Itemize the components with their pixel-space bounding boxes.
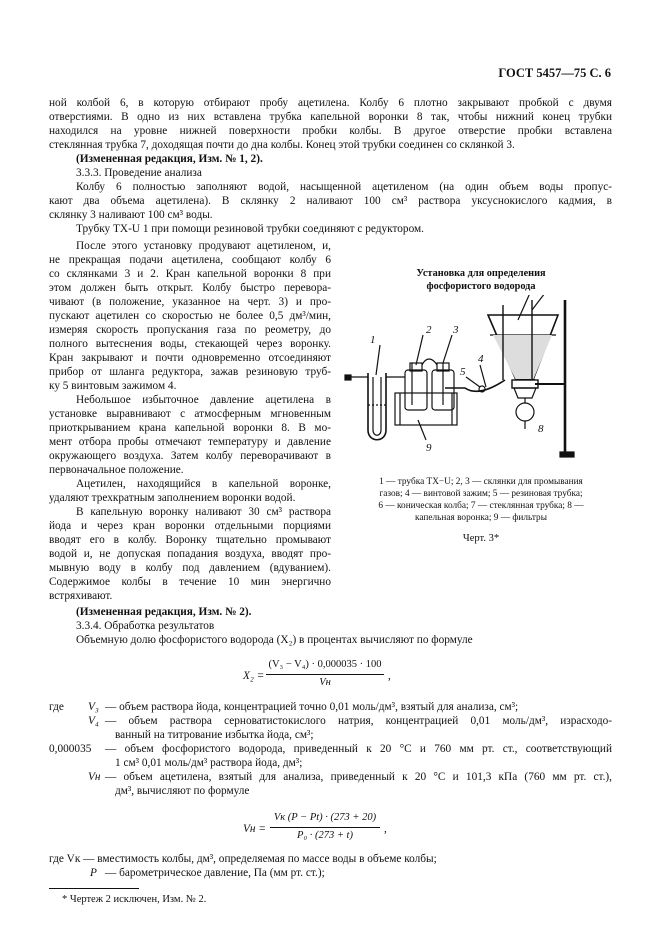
- text-line: После этого установку продувают ацетиленом, и,: [76, 240, 331, 252]
- section-heading: 3.3.3. Проведение анализа: [76, 167, 202, 179]
- text-line: установке выравнивают с атмосферным мгновенным: [49, 408, 331, 420]
- formula-denominator: P₀ · (273 + t): [297, 830, 353, 841]
- definition-text: — барометрическое давление, Па (мм рт. ст.);: [105, 867, 325, 879]
- symbol: V₄: [88, 715, 99, 727]
- text-line: вводят его в колбу. Воронку тщательно промывают: [49, 534, 331, 546]
- label-9: 9: [426, 442, 432, 454]
- definition-text: дм³, вычисляют по формуле: [115, 785, 250, 797]
- text-line: Содержимое колбы в течение 10 мин энергично: [49, 576, 331, 588]
- symbol: Vн: [88, 771, 101, 783]
- definition-text: — объем раствора йода, концентрацией точно 0,01 моль/дм³, взятый для анализа, см³;: [105, 701, 519, 713]
- formula-numerator: Vк (P − Pt) · (273 + 20): [273, 812, 377, 823]
- text-line: йода и через кран воронки отдельными порциями: [49, 520, 331, 532]
- text-line: чивают (в положение, указанное на черт. 3) и про-: [49, 296, 331, 308]
- formula-lhs: X₂ =: [243, 670, 265, 682]
- formula-tail: ,: [384, 823, 387, 835]
- label-4: 4: [478, 353, 484, 365]
- apparatus-diagram: [340, 295, 612, 465]
- definition-text: — объем раствора серноватистокислого натрия, концентрацией 0,01 моль/дм³, израсходо-: [105, 715, 612, 727]
- text-line: мывную воду в колбу под давлением (вдуванием).: [49, 562, 331, 574]
- definition-text: где Vк — вместимость колбы, дм³, определяемая по массе воды в объеме колбы;: [49, 853, 437, 865]
- text-line: В капельную воронку наливают 30 см³ раствора: [76, 506, 331, 518]
- text-line: полного вытеснения воды, стекающей через воронку.: [49, 338, 331, 350]
- text-line: ку 5 винтовым зажимом 4.: [49, 380, 177, 392]
- text-line: первоначальное положение.: [49, 464, 184, 476]
- label-8: 8: [538, 423, 544, 435]
- formula-tail: ,: [388, 670, 391, 682]
- definition-text: — объем ацетилена, взятый для анализа, приведенный к 20 °С и 101,3 кПа (760 мм рт. ст.),: [105, 771, 612, 783]
- figure-caption: 1 — трубка ТХ−U; 2, 3 — склянки для промывания газов; 4 — винтовой зажим; 5 — резиновая трубка; 6 — коническая колба; 7 — стеклянная трубка; 8 — капельная воронка; 9 — фильтры: [378, 477, 584, 523]
- definition-text: 1 см³ 0,01 моль/дм³ раствора йода, дм³;: [115, 757, 303, 769]
- text-line: окружающего воздуха. Затем колбу переворачивают в: [49, 450, 331, 462]
- fraction-bar: [266, 674, 384, 675]
- text-line: отверстиями. В одно из них вставлена трубка капельной воронки 8 так, чтобы нижний конец трубки: [49, 111, 612, 123]
- text-line: не прекращая подачи ацетилена, сообщают колбу 6: [49, 254, 331, 266]
- section-heading: 3.3.4. Обработка результатов: [76, 620, 215, 632]
- text-line: приоткрыванием крана капельной воронки 8. В мо-: [49, 422, 331, 434]
- page-header: ГОСТ 5457—75 С. 6: [498, 66, 611, 80]
- text-line: со склянками 3 и 2. Кран капельной воронки 8 при: [49, 268, 331, 280]
- text-line: прибор от шланга редуктора, зажав резиновую труб-: [49, 366, 331, 378]
- figure-title: Установка для определения фосфористого водорода: [416, 268, 546, 292]
- text-line: встряхивают.: [49, 590, 113, 602]
- formula-denominator: Vн: [319, 677, 331, 688]
- definition-text: — объем фосфористого водорода, приведенный к 20 °С и 760 мм рт. ст., соответствующий: [105, 743, 612, 755]
- text-line: этом должен быть открыт. Колбу быстро перевора-: [49, 282, 331, 294]
- symbol: P: [90, 867, 97, 879]
- formula-lhs: Vн =: [243, 823, 266, 835]
- text-line: измеряя скорость пропускания газа по реометру, до: [49, 324, 331, 336]
- text-line: удаляют трехкратным заполнением воронки водой.: [49, 492, 296, 504]
- text-line: Небольшое избыточное давление ацетилена в: [76, 394, 331, 406]
- text-line: Ацетилен, находящийся в капельной воронке,: [76, 478, 331, 490]
- text-line: склянку 3 наливают 100 см³ воды.: [49, 209, 213, 221]
- figure-number: Черт. 3*: [462, 533, 500, 544]
- text-line: находился на уровне нижней поверхности пробки колбы. В другое отверстие пробки вставлена: [49, 125, 612, 137]
- label-1: 1: [370, 334, 376, 346]
- footnote: * Чертеж 2 исключен, Изм. № 2.: [62, 894, 207, 905]
- label-3: 3: [453, 324, 459, 336]
- symbol: V₃: [88, 701, 99, 713]
- text-line: Кран закрывают и почти одновременно отсоединяют: [49, 352, 331, 364]
- formula-numerator: (V₃ − V₄) · 0,000035 · 100: [268, 659, 382, 670]
- definition-text: ванный на титрование избытка йода, см³;: [115, 729, 314, 741]
- text-line: стеклянная трубка 7, доходящая почти до дна колбы. Конец этой трубки соединен со склянкой 3.: [49, 139, 515, 151]
- text-line: Объемную долю фосфористого водорода (X₂) в процентах вычисляют по формуле: [76, 634, 473, 646]
- symbol: 0,000035: [49, 743, 92, 755]
- text-line: кают два объема ацетилена). В склянку 2 наливают 100 см³ раствора уксуснокислого кадмия, в: [49, 195, 612, 207]
- revision-note: (Измененная редакция, Изм. № 1, 2).: [76, 153, 263, 165]
- text-line: Колбу 6 полностью заполняют водой, насыщенной ацетиленом (на один объем воды пропус-: [76, 181, 612, 193]
- revision-note: (Измененная редакция, Изм. № 2).: [76, 606, 252, 618]
- text-line: Трубку ТХ-U 1 при помощи резиновой трубки соединяют с редуктором.: [76, 223, 424, 235]
- label-2: 2: [426, 324, 432, 336]
- where-label: где: [49, 701, 64, 713]
- fraction-bar: [270, 827, 380, 828]
- text-line: мент отбора пробы отмечают температуру и давление: [49, 436, 331, 448]
- label-5: 5: [460, 366, 466, 378]
- text-line: водой и, не допуская попадания воздуха, вводят про-: [49, 548, 331, 560]
- text-line: пускают ацетилен со скоростью не более 0,5 дм³/мин,: [49, 310, 331, 322]
- footnote-rule: [49, 888, 139, 889]
- text-line: ной колбой 6, в которую отбирают пробу ацетилена. Колбу 6 плотно закрывают пробкой с двумя: [49, 97, 612, 109]
